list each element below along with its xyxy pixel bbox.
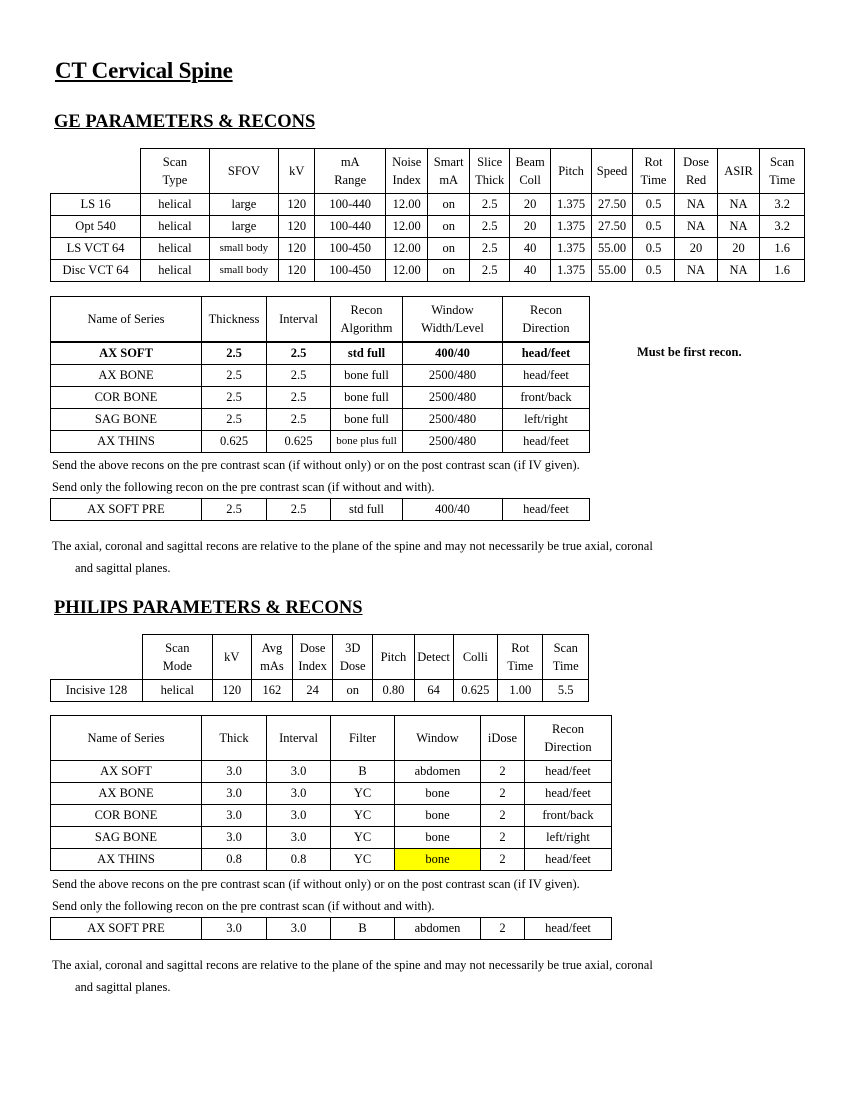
cell: B <box>331 918 395 940</box>
col-header: Name of Series <box>51 297 202 343</box>
table-row <box>51 805 612 827</box>
cell: AX BONE <box>51 783 202 805</box>
cell: helical <box>142 679 212 701</box>
header-spacer <box>51 635 143 680</box>
cell: 27.50 <box>592 193 632 215</box>
cell: std full <box>331 499 403 521</box>
cell: 2500/480 <box>403 365 503 387</box>
cell: left/right <box>503 409 590 431</box>
cell: 3.0 <box>267 805 331 827</box>
cell: 1.375 <box>550 237 591 259</box>
cell: NA <box>675 259 718 281</box>
cell: small body <box>209 237 278 259</box>
cell: bone full <box>331 409 403 431</box>
col-header: Scan Time <box>543 635 589 680</box>
plane-note: The axial, coronal and sagittal recons are relative to the plane of the spine and may not necessarily be true axial, coronal <box>52 958 653 972</box>
col-header: Window <box>395 716 481 761</box>
cell: 2500/480 <box>403 387 503 409</box>
cell: 2.5 <box>267 409 331 431</box>
send-note: Send the above recons on the pre contrast scan (if without only) or on the post contrast scan (if IV given). <box>52 877 580 891</box>
cell: 2.5 <box>202 499 267 521</box>
cell: 0.5 <box>632 193 675 215</box>
table-row <box>51 849 612 871</box>
cell: NA <box>717 215 760 237</box>
cell: 2.5 <box>267 342 331 365</box>
cell: AX THINS <box>51 431 202 453</box>
philips-pre-table <box>50 917 612 940</box>
col-header: kV <box>212 635 251 680</box>
cell: on <box>428 193 469 215</box>
table-row <box>51 918 612 940</box>
table-row <box>51 499 590 521</box>
plane-note: The axial, coronal and sagittal recons are relative to the plane of the spine and may not necessarily be true axial, coronal <box>52 539 653 553</box>
cell: 0.5 <box>632 237 675 259</box>
cell: SAG BONE <box>51 409 202 431</box>
table-row <box>51 827 612 849</box>
col-header: mA Range <box>315 149 386 194</box>
cell: bone full <box>331 387 403 409</box>
header-spacer <box>51 149 141 194</box>
cell: YC <box>331 827 395 849</box>
col-header: Rot Time <box>632 149 675 194</box>
cell: AX SOFT PRE <box>51 499 202 521</box>
cell: 20 <box>675 237 718 259</box>
cell: bone <box>395 783 481 805</box>
cell: AX SOFT <box>51 761 202 783</box>
cell: head/feet <box>503 499 590 521</box>
cell: head/feet <box>503 365 590 387</box>
plane-note: and sagittal planes. <box>75 980 171 994</box>
cell: 2.5 <box>469 259 509 281</box>
cell: 2 <box>481 849 525 871</box>
cell: front/back <box>525 805 612 827</box>
cell: left/right <box>525 827 612 849</box>
col-header: Smart mA <box>428 149 469 194</box>
cell: 40 <box>510 259 550 281</box>
table-row <box>51 215 805 237</box>
cell: 2.5 <box>469 193 509 215</box>
cell: 120 <box>212 679 251 701</box>
cell: on <box>428 259 469 281</box>
cell: AX SOFT <box>51 342 202 365</box>
cell: 1.375 <box>550 259 591 281</box>
plane-note: and sagittal planes. <box>75 561 171 575</box>
cell: front/back <box>503 387 590 409</box>
table-row <box>51 237 805 259</box>
cell: 2 <box>481 783 525 805</box>
cell: 2.5 <box>267 365 331 387</box>
table-row <box>51 783 612 805</box>
cell: std full <box>331 342 403 365</box>
philips-scan-table <box>50 634 589 702</box>
col-header: Name of Series <box>51 716 202 761</box>
col-header: Avg mAs <box>251 635 292 680</box>
cell: head/feet <box>525 783 612 805</box>
cell: 400/40 <box>403 499 503 521</box>
table-row <box>51 387 590 409</box>
cell: 1.6 <box>760 259 805 281</box>
first-recon-note: Must be first recon. <box>637 345 742 359</box>
cell: head/feet <box>503 342 590 365</box>
col-header: SFOV <box>209 149 278 194</box>
cell: 12.00 <box>385 193 428 215</box>
cell: 0.625 <box>267 431 331 453</box>
cell: B <box>331 761 395 783</box>
cell: 3.0 <box>267 761 331 783</box>
col-header: Interval <box>267 716 331 761</box>
col-header: Recon Direction <box>525 716 612 761</box>
cell: Incisive 128 <box>51 679 143 701</box>
cell: COR BONE <box>51 805 202 827</box>
cell: 0.5 <box>632 215 675 237</box>
col-header: iDose <box>481 716 525 761</box>
col-header: kV <box>279 149 315 194</box>
cell: abdomen <box>395 918 481 940</box>
cell: 2500/480 <box>403 409 503 431</box>
col-header: ASIR <box>717 149 760 194</box>
cell: 2.5 <box>202 409 267 431</box>
table-row <box>51 193 805 215</box>
philips-recon-table <box>50 715 612 871</box>
cell: 2 <box>481 761 525 783</box>
cell: 2.5 <box>267 387 331 409</box>
cell: bone <box>395 827 481 849</box>
cell: 20 <box>510 193 550 215</box>
cell: large <box>209 215 278 237</box>
cell: 120 <box>279 193 315 215</box>
philips-heading: PHILIPS PARAMETERS & RECONS <box>54 598 363 618</box>
ge-scan-header-row <box>51 149 805 194</box>
cell: LS 16 <box>51 193 141 215</box>
cell: on <box>333 679 373 701</box>
cell: 64 <box>414 679 453 701</box>
cell: 3.0 <box>267 827 331 849</box>
cell: helical <box>141 193 209 215</box>
cell: abdomen <box>395 761 481 783</box>
cell: 2 <box>481 805 525 827</box>
cell: 3.2 <box>760 215 805 237</box>
cell: 2 <box>481 827 525 849</box>
col-header: Interval <box>267 297 331 343</box>
cell: head/feet <box>525 849 612 871</box>
ge-recon-header-row <box>51 297 590 343</box>
cell: large <box>209 193 278 215</box>
cell: small body <box>209 259 278 281</box>
ge-pre-table <box>50 498 590 521</box>
table-row <box>51 365 590 387</box>
col-header: Scan Mode <box>142 635 212 680</box>
cell: Disc VCT 64 <box>51 259 141 281</box>
cell: NA <box>675 193 718 215</box>
send-note: Send only the following recon on the pre contrast scan (if without and with). <box>52 899 435 913</box>
cell: 12.00 <box>385 259 428 281</box>
col-header: Dose Index <box>293 635 333 680</box>
send-note: Send the above recons on the pre contrast scan (if without only) or on the post contrast scan (if IV given). <box>52 458 580 472</box>
col-header: Window Width/Level <box>403 297 503 343</box>
table-row <box>51 409 590 431</box>
philips-recon-header-row <box>51 716 612 761</box>
col-header: Speed <box>592 149 632 194</box>
philips-scan-header-row <box>51 635 589 680</box>
cell: bone full <box>331 365 403 387</box>
cell: 40 <box>510 237 550 259</box>
cell: 0.8 <box>202 849 267 871</box>
cell: bone <box>395 805 481 827</box>
cell: 24 <box>293 679 333 701</box>
cell: 3.0 <box>202 827 267 849</box>
table-row <box>51 431 590 453</box>
cell: Opt 540 <box>51 215 141 237</box>
cell: on <box>428 237 469 259</box>
cell: head/feet <box>525 761 612 783</box>
col-header: Slice Thick <box>469 149 509 194</box>
col-header: Beam Coll <box>510 149 550 194</box>
col-header: Rot Time <box>498 635 543 680</box>
cell: 55.00 <box>592 237 632 259</box>
cell: 0.625 <box>202 431 267 453</box>
cell: 2.5 <box>202 342 267 365</box>
col-header: 3D Dose <box>333 635 373 680</box>
cell: head/feet <box>503 431 590 453</box>
col-header: Thick <box>202 716 267 761</box>
cell: NA <box>717 193 760 215</box>
highlighted-cell: bone <box>395 849 481 871</box>
cell: 2.5 <box>267 499 331 521</box>
col-header: Scan Type <box>141 149 209 194</box>
cell: helical <box>141 215 209 237</box>
cell: 27.50 <box>592 215 632 237</box>
cell: helical <box>141 237 209 259</box>
col-header: Filter <box>331 716 395 761</box>
send-note: Send only the following recon on the pre contrast scan (if without and with). <box>52 480 435 494</box>
table-row <box>51 342 590 365</box>
cell: 3.0 <box>267 918 331 940</box>
cell: 2 <box>481 918 525 940</box>
col-header: Pitch <box>550 149 591 194</box>
cell: 20 <box>717 237 760 259</box>
cell: 120 <box>279 259 315 281</box>
page-title: CT Cervical Spine <box>55 58 233 83</box>
cell: 2.5 <box>469 237 509 259</box>
col-header: Recon Direction <box>503 297 590 343</box>
cell: 12.00 <box>385 215 428 237</box>
cell: 0.625 <box>453 679 497 701</box>
cell: YC <box>331 805 395 827</box>
cell: NA <box>675 215 718 237</box>
cell: 3.0 <box>202 783 267 805</box>
cell: 1.00 <box>498 679 543 701</box>
cell: 120 <box>279 237 315 259</box>
ge-heading: GE PARAMETERS & RECONS <box>54 112 316 132</box>
cell: 12.00 <box>385 237 428 259</box>
cell: LS VCT 64 <box>51 237 141 259</box>
cell: 2.5 <box>202 387 267 409</box>
table-row <box>51 679 589 701</box>
col-header: Pitch <box>373 635 414 680</box>
cell: SAG BONE <box>51 827 202 849</box>
cell: 3.0 <box>267 783 331 805</box>
cell: 2500/480 <box>403 431 503 453</box>
cell: 5.5 <box>543 679 589 701</box>
cell: 2.5 <box>469 215 509 237</box>
cell: 1.6 <box>760 237 805 259</box>
col-header: Scan Time <box>760 149 805 194</box>
cell: 100-440 <box>315 215 386 237</box>
col-header: Colli <box>453 635 497 680</box>
cell: 0.8 <box>267 849 331 871</box>
cell: 120 <box>279 215 315 237</box>
col-header: Dose Red <box>675 149 718 194</box>
cell: head/feet <box>525 918 612 940</box>
cell: 3.0 <box>202 805 267 827</box>
col-header: Detect <box>414 635 453 680</box>
cell: 0.5 <box>632 259 675 281</box>
cell: bone plus full <box>331 431 403 453</box>
cell: helical <box>141 259 209 281</box>
table-row <box>51 761 612 783</box>
ge-recon-table <box>50 296 590 453</box>
table-row <box>51 259 805 281</box>
cell: 20 <box>510 215 550 237</box>
cell: YC <box>331 783 395 805</box>
col-header: Thickness <box>202 297 267 343</box>
cell: 3.2 <box>760 193 805 215</box>
cell: on <box>428 215 469 237</box>
cell: AX BONE <box>51 365 202 387</box>
cell: 0.80 <box>373 679 414 701</box>
ge-scan-table <box>50 148 805 282</box>
cell: 1.375 <box>550 215 591 237</box>
cell: AX SOFT PRE <box>51 918 202 940</box>
cell: 100-440 <box>315 193 386 215</box>
cell: 100-450 <box>315 237 386 259</box>
cell: 100-450 <box>315 259 386 281</box>
cell: NA <box>717 259 760 281</box>
cell: COR BONE <box>51 387 202 409</box>
cell: 55.00 <box>592 259 632 281</box>
cell: YC <box>331 849 395 871</box>
cell: 3.0 <box>202 918 267 940</box>
cell: AX THINS <box>51 849 202 871</box>
col-header: Noise Index <box>385 149 428 194</box>
cell: 2.5 <box>202 365 267 387</box>
cell: 1.375 <box>550 193 591 215</box>
cell: 3.0 <box>202 761 267 783</box>
col-header: Recon Algorithm <box>331 297 403 343</box>
cell: 162 <box>251 679 292 701</box>
cell: 400/40 <box>403 342 503 365</box>
